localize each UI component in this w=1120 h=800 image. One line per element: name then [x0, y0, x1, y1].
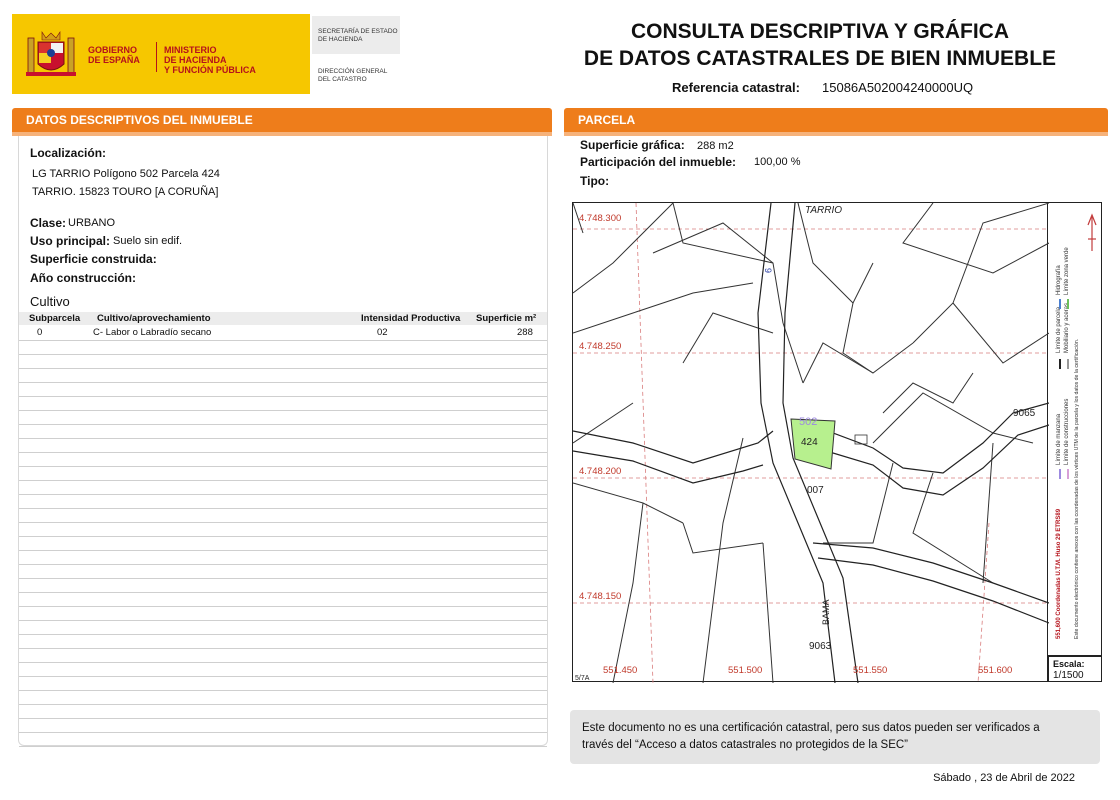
table-row-line	[19, 620, 547, 621]
table-row-line	[19, 424, 547, 425]
scale-label: Escala:	[1053, 659, 1085, 669]
label-007: 007	[807, 485, 824, 496]
clase-value: URBANO	[68, 217, 116, 229]
table-row-line	[19, 718, 547, 719]
descriptive-data-bar	[12, 108, 552, 136]
label-9: 9	[763, 268, 773, 274]
ministry-line3: Y FUNCIÓN PÚBLICA	[164, 65, 256, 75]
ministry-line2: DE HACIENDA	[164, 55, 227, 65]
participacion-label: Participación del inmueble:	[580, 155, 737, 169]
disclaimer-text	[582, 720, 1088, 754]
x-tick-2: 551.500	[728, 665, 763, 676]
cell-cultivo: C- Labor o Labradío secano	[93, 327, 212, 338]
participacion-value: 100,00 %	[754, 156, 801, 168]
disclaimer-line2: través del “Acceso a datos catastrales no protegidos de la SEC”	[582, 739, 909, 751]
direccion-line2: DEL CATASTRO	[318, 76, 367, 83]
page-title-line2: DE DATOS CATASTRALES DE BIEN INMUEBLE	[583, 47, 1057, 70]
disclaimer-line1: Este documento no es una certificación catastral, pero sus datos pueden ser verificados a	[582, 722, 1040, 734]
document-date: Sábado , 23 de Abril de 2022	[933, 772, 1075, 784]
table-row-line	[19, 732, 547, 733]
anio-construccion-label: Año construcción:	[30, 271, 137, 285]
localizacion-line2: TARRIO. 15823 TOURO [A CORUÑA]	[32, 186, 219, 198]
y-tick-1: 4.748.300	[579, 213, 622, 224]
ref-catastral-value: 15086A502004240000UQ	[822, 80, 974, 95]
y-tick-2: 4.748.250	[579, 341, 622, 352]
table-row-line	[19, 690, 547, 691]
superficie-grafica-label: Superficie gráfica:	[580, 138, 685, 152]
legend-zona-verde: Límite zona verde	[1064, 247, 1070, 295]
place-label: TARRIO	[805, 205, 843, 216]
secretaria-line1: SECRETARÍA DE ESTADO	[318, 28, 398, 35]
th-intensidad: Intensidad Productiva	[361, 313, 461, 324]
page-title-line1: CONSULTA DESCRIPTIVA Y GRÁFICA	[630, 20, 1010, 43]
table-row-line	[19, 662, 547, 663]
road-label: BAMA	[821, 599, 831, 625]
scale-value: 1/1500	[1053, 670, 1084, 681]
table-row-line	[19, 410, 547, 411]
north-arrow-icon	[1088, 215, 1096, 251]
corner-label: 5/7A	[575, 675, 590, 682]
y-tick-4: 4.748.150	[579, 591, 622, 602]
label-424: 424	[801, 437, 818, 448]
table-row-line	[19, 746, 547, 747]
table-row-line	[19, 466, 547, 467]
x-tick-3: 551.550	[853, 665, 888, 676]
th-subparcela: Subparcela	[29, 313, 81, 324]
legend-manzana: Límite de manzana	[1056, 413, 1062, 465]
table-row-line	[19, 578, 547, 579]
parcela-title: PARCELA	[564, 108, 1108, 132]
localizacion-line1: LG TARRIO Polígono 502 Parcela 424	[32, 168, 220, 180]
table-row-line	[19, 606, 547, 607]
cultivo-title: Cultivo	[30, 294, 70, 309]
table-row-line	[19, 550, 547, 551]
legend-utm: 551,600 Coordenadas U.T.M. Huso 29 ETRS89	[1056, 508, 1062, 639]
disclaimer-box	[570, 710, 1100, 764]
clase-label: Clase:	[30, 216, 67, 230]
table-row-line	[19, 508, 547, 509]
direccion-line1: DIRECCIÓN GENERAL	[318, 68, 388, 75]
bar-title-bold: INMUEBLE	[190, 113, 253, 127]
th-cultivo: Cultivo/aprovechamiento	[97, 313, 211, 324]
ministry-line1: MINISTERIO	[164, 45, 217, 55]
x-tick-1: 551.450	[603, 665, 638, 676]
table-row-line	[19, 480, 547, 481]
legend-parcel-limit: Límite de parcela	[1056, 306, 1062, 353]
th-superficie: Superficie m²	[476, 313, 537, 324]
direccion-block	[312, 58, 400, 90]
x-tick-4: 551.600	[978, 665, 1013, 676]
table-row-line	[19, 368, 547, 369]
cell-intensidad: 02	[377, 327, 388, 338]
logo-divider	[156, 42, 157, 72]
descriptive-data-title	[12, 108, 552, 132]
y-tick-3: 4.748.200	[579, 466, 622, 477]
superficie-construida-label: Superficie construida:	[30, 252, 157, 266]
table-row-line	[19, 634, 547, 635]
ref-catastral-label: Referencia catastral:	[672, 80, 800, 95]
cadastral-map[interactable]	[572, 202, 1048, 682]
table-row-line	[19, 592, 547, 593]
map-drawing	[573, 203, 1049, 683]
table-row-line	[19, 494, 547, 495]
map-labels	[575, 205, 1036, 682]
label-502: 502	[799, 416, 818, 428]
map-legend	[1048, 202, 1102, 656]
tipo-label: Tipo:	[580, 174, 610, 188]
table-row-line	[19, 396, 547, 397]
building-outline	[855, 435, 867, 444]
table-row-line	[19, 382, 547, 383]
localizacion-label: Localización:	[30, 146, 107, 160]
table-row-line	[19, 438, 547, 439]
descriptive-data-panel	[18, 136, 548, 746]
table-row-line	[19, 340, 547, 341]
scale-box	[1048, 656, 1102, 682]
table-row-line	[19, 704, 547, 705]
label-9063: 9063	[809, 641, 832, 652]
table-row-line	[19, 522, 547, 523]
coat-of-arms-icon	[24, 28, 78, 82]
table-row-line	[19, 354, 547, 355]
legend-construcciones: Límite de construcciones	[1064, 398, 1070, 465]
bar-title-prefix: DATOS DESCRIPTIVOS DEL	[26, 113, 191, 127]
gov-name-line1: GOBIERNO	[88, 45, 138, 55]
legend-note: Este documento electrónico contiene anexos con las coordenadas de los vértices UTM de la parcela y los datos de la certificación.	[1074, 338, 1080, 639]
table-row-line	[19, 676, 547, 677]
superficie-grafica-value: 288 m2	[697, 140, 734, 152]
table-row-line	[19, 648, 547, 649]
cell-superficie: 288	[517, 327, 533, 338]
gov-name-line2: DE ESPAÑA	[88, 55, 140, 65]
uso-label: Uso principal:	[30, 234, 111, 248]
uso-value: Suelo sin edif.	[113, 235, 183, 247]
table-row-line	[19, 452, 547, 453]
parcela-bar-underline	[564, 132, 1108, 136]
cell-subparcela: 0	[37, 327, 43, 338]
table-row-line	[19, 536, 547, 537]
table-row-line	[19, 564, 547, 565]
parcela-bar	[564, 108, 1108, 136]
legend-drawing	[1048, 203, 1102, 657]
legend-hidrografia: Hidrografía	[1056, 265, 1062, 295]
label-9065: 9065	[1013, 408, 1036, 419]
secretaria-line2: DE HACIENDA	[318, 36, 363, 43]
legend-mobiliario: Mobiliario y aceras	[1064, 302, 1070, 353]
secretaria-block	[312, 16, 400, 54]
